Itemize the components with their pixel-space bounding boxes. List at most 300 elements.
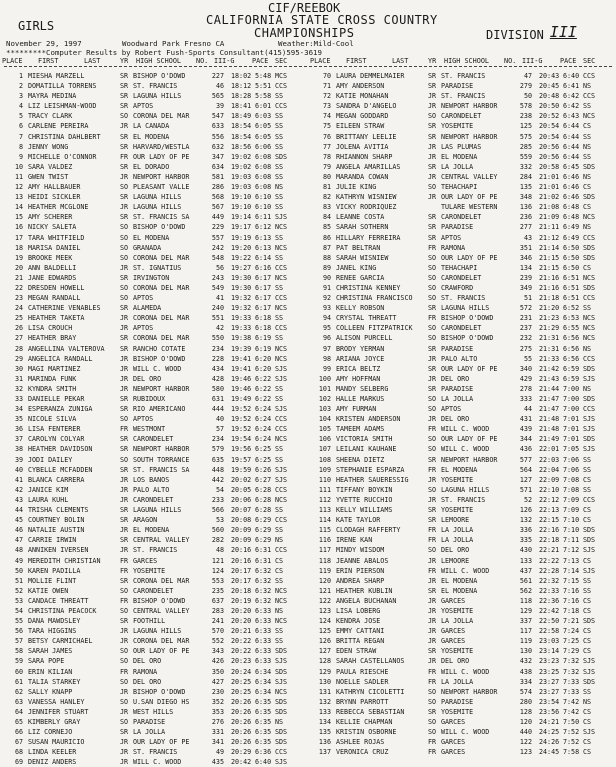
section-cell: SS	[275, 314, 284, 323]
athlete-name-cell: LIZ CORNEJO	[28, 728, 73, 737]
time-cell: 18:49	[231, 112, 252, 121]
athlete-name-cell: ARIANA JOYCE	[336, 354, 385, 363]
section-cell: SS	[275, 455, 284, 464]
pace-cell: 6:36	[255, 748, 272, 757]
year-cell: JR	[428, 637, 437, 646]
year-cell: FR	[428, 465, 437, 474]
athlete-name-cell: HEATHER SAUERESSIG	[336, 475, 409, 484]
athlete-name-cell: TRISHA CLEMENTS	[28, 506, 89, 515]
bib-number-cell: 332	[519, 162, 532, 171]
place-cell: 70	[322, 72, 331, 80]
bib-number-cell: 126	[519, 506, 532, 515]
section-cell: SJS	[583, 667, 596, 676]
pace-cell: 6:16	[255, 263, 272, 272]
year-cell: SR	[120, 405, 129, 414]
athlete-name-cell: PAULA RIESCHE	[336, 667, 389, 676]
school-cell: OUR LADY OF PE	[133, 152, 190, 161]
athlete-name-cell: CHRISTINA DAHLBERT	[28, 132, 101, 141]
section-cell: SS	[275, 576, 284, 585]
bib-number-cell: 579	[211, 445, 224, 454]
bib-number-cell: 286	[211, 183, 224, 192]
header-first: FIRST	[346, 57, 367, 65]
school-cell: DEL ORO	[133, 677, 162, 686]
place-cell: 87	[322, 243, 331, 252]
athlete-name-cell: SUSAN MAURICIO	[28, 738, 85, 747]
pace-cell: 6:50	[563, 243, 580, 252]
bib-number-cell: 552	[211, 637, 224, 646]
athlete-name-cell: REBECCA SEBASTIAN	[336, 707, 405, 716]
bib-number-cell: 282	[211, 536, 224, 545]
athlete-name-cell: LAURA KUHL	[28, 495, 69, 504]
section-cell: CCS	[275, 82, 288, 91]
athlete-name-cell: CYBELLE MCFADDEN	[28, 465, 93, 474]
bib-number-cell: 124	[211, 566, 224, 575]
year-cell: SR	[428, 586, 437, 595]
year-cell: SO	[428, 273, 437, 282]
pace-cell: 6:24	[255, 415, 272, 424]
pace-cell: 7:42	[563, 697, 580, 706]
place-cell: 4	[18, 102, 23, 111]
time-cell: 19:02	[231, 162, 252, 171]
section-cell: CS	[583, 707, 592, 716]
section-cell: SS	[275, 445, 284, 454]
pace-cell: 7:24	[563, 627, 580, 636]
header-high-school: HIGH SCHOOL	[136, 57, 182, 65]
bib-number-cell: 48	[215, 546, 224, 555]
bib-number-cell: 575	[519, 132, 532, 141]
athlete-name-cell: ANGELA AMARILLAS	[336, 162, 401, 171]
place-cell: 60	[14, 667, 23, 676]
time-cell: 19:46	[231, 374, 252, 383]
year-cell: SR	[120, 102, 129, 111]
year-cell: SR	[120, 344, 129, 353]
athlete-name-cell: ERIN PIERSON	[336, 566, 385, 575]
time-cell: 23:14	[539, 647, 560, 656]
athlete-name-cell: DANIELLE PEKAR	[28, 395, 85, 403]
bib-number-cell: 283	[211, 606, 224, 615]
organization-title: CIF/REEBOK	[268, 1, 341, 15]
bib-number-cell: 551	[211, 314, 224, 323]
year-cell: JR	[120, 354, 129, 363]
athlete-name-cell: HALLE MARKUS	[336, 395, 385, 403]
school-cell: LA JOLLA	[441, 526, 474, 535]
school-cell: ALAMEDA	[133, 304, 162, 313]
time-cell: 22:15	[539, 516, 560, 525]
pace-cell: 6:33	[255, 617, 272, 626]
place-cell: 102	[318, 395, 331, 403]
athlete-name-cell: BLANCA CARRERA	[28, 475, 85, 484]
pace-cell: 7:08	[563, 475, 580, 484]
bib-number-cell: 440	[519, 728, 532, 737]
time-cell: 19:49	[231, 395, 252, 403]
bib-number-cell: 442	[211, 475, 224, 484]
section-cell: CCS	[275, 516, 288, 525]
school-cell: GARCES	[441, 627, 466, 636]
year-cell: JR	[428, 556, 437, 565]
section-cell: SJS	[583, 445, 596, 454]
athlete-name-cell: SARA POPE	[28, 657, 65, 666]
bib-number-cell: 429	[519, 374, 532, 383]
time-cell: 21:14	[539, 243, 560, 252]
athlete-name-cell: CARLENE PEREIRA	[28, 122, 89, 131]
school-cell: CENTRAL VALLEY	[441, 172, 498, 181]
header-rule	[4, 66, 612, 67]
school-cell: LOS BANOS	[133, 475, 170, 484]
pace-cell: 6:33	[255, 657, 272, 666]
athlete-name-cell: HEATHER DAVIDSON	[28, 445, 93, 454]
pace-cell: 6:03	[255, 112, 272, 121]
header-last: LAST	[84, 57, 101, 65]
bib-number-cell: 449	[211, 213, 224, 222]
bib-number-cell: 125	[519, 122, 532, 131]
bib-number-cell: 240	[211, 304, 224, 313]
school-cell: DEL ORO	[441, 374, 470, 383]
time-cell: 20:24	[231, 667, 252, 676]
section-cell: SDS	[275, 707, 288, 716]
bib-number-cell: 127	[519, 475, 532, 484]
time-cell: 21:16	[539, 283, 560, 292]
time-cell: 20:26	[231, 728, 252, 737]
athlete-name-cell: VICKY RODRIQUEZ	[336, 203, 397, 212]
school-cell: LAGUNA HILLS	[441, 485, 490, 494]
time-cell: 22:33	[539, 586, 560, 595]
school-cell: EL MODENA	[133, 526, 170, 535]
athlete-name-cell: NICKY SALETA	[28, 223, 77, 232]
place-cell: 128	[318, 657, 331, 666]
pace-cell: 6:06	[255, 142, 272, 151]
section-cell: CS	[583, 263, 592, 272]
school-cell: DEL ORO	[133, 657, 162, 666]
pace-cell: 6:14	[255, 253, 272, 262]
year-cell: SR	[120, 334, 129, 343]
section-cell: SJS	[275, 475, 288, 484]
place-cell: 58	[14, 647, 23, 656]
place-cell: 63	[14, 697, 23, 706]
bib-number-cell: 336	[519, 526, 532, 535]
time-cell: 22:50	[539, 617, 560, 626]
section-cell: CS	[583, 748, 592, 757]
place-cell: 125	[318, 627, 331, 636]
time-cell: 19:17	[231, 223, 252, 232]
school-cell: OUR LADY OF PE	[441, 253, 498, 262]
year-cell: SR	[428, 384, 437, 393]
section-cell: CS	[583, 647, 592, 656]
school-cell: CARONDELET	[133, 435, 174, 444]
pace-cell: 6:22	[255, 374, 272, 383]
athlete-name-cell: SHEENA DIETZ	[336, 455, 385, 464]
year-cell: SO	[120, 455, 129, 464]
school-cell: EL MODENA	[441, 576, 478, 585]
time-cell: 22:58	[539, 627, 560, 636]
bib-number-cell: 350	[211, 667, 224, 676]
time-cell: 21:33	[539, 354, 560, 363]
bib-number-cell: 333	[519, 395, 532, 403]
time-cell: 23:23	[539, 657, 560, 666]
place-cell: 8	[18, 142, 23, 151]
school-cell: LA JOLLA	[441, 536, 474, 545]
section-cell: SJS	[275, 405, 288, 414]
pace-cell: 7:05	[563, 445, 580, 454]
pace-cell: 6:49	[563, 223, 580, 232]
pace-cell: 6:55	[563, 324, 580, 333]
school-cell: DEL ORO	[133, 374, 162, 383]
school-cell: BISHOP O'DOWD	[133, 687, 186, 696]
section-cell: SJS	[583, 566, 596, 575]
section-cell: SDS	[583, 395, 596, 403]
time-cell: 19:22	[231, 253, 252, 262]
results-credit: *********Computer Results by Robert Fush-Sports Consultant(415)595-3619	[6, 48, 322, 57]
pace-cell: 6:32	[255, 576, 272, 585]
place-cell: 88	[322, 253, 331, 262]
year-cell: SO	[428, 112, 437, 121]
section-cell: CS	[583, 506, 592, 515]
year-cell: JR	[428, 657, 437, 666]
time-cell: 20:06	[231, 495, 252, 504]
division-number: III	[549, 23, 577, 41]
year-cell: SR	[428, 455, 437, 464]
pace-cell: 7:13	[563, 556, 580, 565]
school-cell: PARADISE	[441, 82, 474, 91]
year-cell: SR	[120, 132, 129, 141]
bib-number-cell: 278	[519, 384, 532, 393]
time-cell: 23:27	[539, 687, 560, 696]
section-cell: SDS	[583, 283, 596, 292]
bib-number-cell: 565	[211, 92, 224, 101]
time-cell: 20:22	[231, 637, 252, 646]
year-cell: SO	[120, 586, 129, 595]
school-cell: EL DORADO	[133, 162, 170, 171]
bib-number-cell: 128	[519, 707, 532, 716]
bib-number-cell: 134	[519, 263, 532, 272]
place-cell: 104	[318, 415, 331, 424]
year-cell: SO	[120, 697, 129, 706]
bib-number-cell: 348	[519, 193, 532, 202]
school-cell: APTOS	[133, 294, 154, 303]
athlete-name-cell: HEATHER MCGLONE	[28, 203, 89, 212]
place-cell: 51	[14, 576, 23, 585]
bib-number-cell: 285	[519, 142, 532, 151]
athlete-name-cell: AMY ANDERSON	[336, 82, 385, 91]
year-cell: SO	[120, 718, 129, 726]
pace-cell: 6:56	[563, 344, 580, 353]
bib-number-cell: 238	[519, 112, 532, 121]
place-cell: 129	[318, 667, 331, 676]
bib-number-cell: 564	[519, 465, 532, 474]
school-cell: EL MODENA	[441, 465, 478, 474]
pace-cell: 6:20	[255, 364, 272, 373]
place-cell: 69	[14, 758, 23, 767]
year-cell: FR	[120, 566, 129, 575]
time-cell: 19:32	[231, 294, 252, 303]
time-cell: 19:32	[231, 304, 252, 313]
year-cell: FR	[120, 556, 129, 565]
bib-number-cell: 572	[519, 304, 532, 313]
school-cell: BISHOP O'DOWD	[133, 72, 186, 80]
year-cell: SR	[120, 142, 129, 151]
bib-number-cell: 444	[211, 405, 224, 414]
bib-number-cell: 351	[519, 243, 532, 252]
pace-cell: 6:32	[255, 566, 272, 575]
place-cell: 67	[14, 738, 23, 747]
school-cell: ST. FRANCIS	[441, 294, 486, 303]
place-cell: 48	[14, 546, 23, 555]
place-cell: 93	[322, 304, 331, 313]
time-cell: 22:32	[539, 576, 560, 585]
bib-number-cell: 344	[519, 435, 532, 444]
bib-number-cell: 236	[519, 213, 532, 222]
athlete-name-cell: SALLY KNAPP	[28, 687, 73, 696]
time-cell: 21:31	[539, 344, 560, 353]
pace-cell: 6:42	[563, 92, 580, 101]
year-cell: SO	[428, 405, 437, 414]
pace-cell: 6:44	[563, 152, 580, 161]
athlete-name-cell: ERICA BELTZ	[336, 364, 381, 373]
year-cell: SO	[120, 657, 129, 666]
place-cell: 115	[318, 526, 331, 535]
school-cell: EL MODENA	[441, 586, 478, 595]
header-place: PLACE	[310, 57, 331, 65]
pace-cell: 6:48	[563, 213, 580, 222]
pace-cell: 5:58	[255, 92, 272, 101]
pace-cell: 6:34	[255, 677, 272, 686]
school-cell: CENTRAL VALLEY	[133, 606, 190, 615]
pace-cell: 6:35	[255, 718, 272, 726]
bib-number-cell: 559	[519, 152, 532, 161]
pace-cell: 7:32	[563, 667, 580, 676]
school-cell: YOSEMITE	[133, 566, 166, 575]
year-cell: SR	[428, 132, 437, 141]
school-cell: ST. FRANCIS	[441, 495, 486, 504]
athlete-name-cell: JENNIFER STUART	[28, 707, 89, 716]
athlete-name-cell: KELLY WILLIAMS	[336, 506, 393, 515]
section-cell: SDS	[583, 526, 596, 535]
bib-number-cell: 233	[211, 495, 224, 504]
time-cell: 20:58	[539, 162, 560, 171]
athlete-name-cell: KATIE OWEN	[28, 586, 69, 595]
section-cell: CS	[583, 183, 592, 192]
school-cell: NEWPORT HARBOR	[133, 172, 190, 181]
bib-number-cell: 234	[211, 344, 224, 353]
athlete-name-cell: BRITTA REGAN	[336, 637, 385, 646]
athlete-name-cell: TALIA STARKEY	[28, 677, 81, 686]
year-cell: SR	[120, 435, 129, 444]
time-cell: 21:44	[539, 384, 560, 393]
school-cell: LA JOLLA	[133, 728, 166, 737]
time-cell: 20:25	[231, 677, 252, 686]
section-cell: SDS	[583, 435, 596, 444]
header-high-school: HIGH SCHOOL	[444, 57, 490, 65]
athlete-name-cell: LAURA DEMMELMAIER	[336, 72, 405, 80]
pace-cell: 6:29	[255, 516, 272, 525]
pace-cell: 7:32	[563, 657, 580, 666]
pace-cell: 6:28	[255, 495, 272, 504]
section-cell: CS	[583, 122, 592, 131]
place-cell: 97	[322, 344, 331, 353]
year-cell: JR	[428, 627, 437, 636]
athlete-name-cell: EMMY CATTANI	[336, 627, 385, 636]
bib-number-cell: 46	[215, 82, 224, 91]
year-cell: SO	[120, 677, 129, 686]
header-sec: SEC	[583, 57, 596, 65]
header-place: PLACE	[2, 57, 23, 65]
bib-number-cell: 243	[211, 273, 224, 282]
year-cell: FR	[120, 596, 129, 605]
bib-number-cell: 547	[211, 112, 224, 121]
section-cell: CCS	[583, 495, 596, 504]
section-cell: NCS	[275, 344, 288, 353]
place-cell: 79	[322, 162, 331, 171]
place-cell: 62	[14, 687, 23, 696]
school-cell: PARADISE	[441, 344, 474, 353]
section-cell: CCS	[583, 72, 596, 80]
year-cell: JR	[428, 152, 437, 161]
place-cell: 84	[322, 213, 331, 222]
school-cell: PARADISE	[133, 718, 166, 726]
athlete-name-cell: KELLIE CHAPMAN	[336, 718, 393, 726]
school-cell: GRANADA	[133, 243, 162, 252]
place-cell: 42	[14, 485, 23, 494]
school-cell: ARAGON	[133, 516, 158, 525]
place-cell: 31	[14, 374, 23, 383]
time-cell: 21:12	[539, 233, 560, 242]
section-cell: NCS	[275, 596, 288, 605]
pace-cell: 6:29	[255, 536, 272, 545]
section-cell: SJS	[583, 546, 596, 555]
time-cell: 19:41	[231, 354, 252, 363]
pace-cell: 6:32	[255, 586, 272, 595]
school-cell: CENTRAL VALLEY	[133, 536, 190, 545]
bib-number-cell: 635	[211, 455, 224, 464]
athlete-name-cell: AMY HOFFMAN	[336, 374, 381, 383]
school-cell: OUR LADY OF PE	[441, 435, 498, 444]
place-cell: 132	[318, 697, 331, 706]
athlete-name-cell: SARA VALDEZ	[28, 162, 73, 171]
bib-number-cell: 562	[519, 586, 532, 595]
time-cell: 21:31	[539, 334, 560, 343]
section-cell: SS	[583, 304, 592, 313]
section-cell: SJS	[275, 758, 288, 767]
bib-number-cell: 129	[519, 606, 532, 615]
time-cell: 20:05	[231, 485, 252, 494]
section-cell: NCS	[275, 435, 288, 444]
pace-cell: 7:16	[563, 586, 580, 595]
year-cell: JR	[428, 596, 437, 605]
pace-cell: 6:19	[255, 334, 272, 343]
bib-number-cell: 136	[519, 203, 532, 212]
pace-cell: 6:12	[255, 223, 272, 232]
bib-number-cell: 331	[211, 728, 224, 737]
time-cell: 20:42	[231, 758, 252, 767]
time-cell: 20:52	[539, 112, 560, 121]
athlete-name-cell: MEGAN RANDALL	[28, 294, 81, 303]
athlete-name-cell: GWEN TWIST	[28, 172, 69, 181]
athlete-name-cell: RHIANNON SHARP	[336, 152, 393, 161]
pace-cell: 6:18	[255, 314, 272, 323]
school-cell: PALO ALTO	[133, 485, 170, 494]
athlete-name-cell: MOLLIE FLINT	[28, 576, 77, 585]
place-cell: 89	[322, 263, 331, 272]
bib-number-cell: 122	[519, 738, 532, 747]
bib-number-cell: 349	[519, 283, 532, 292]
school-cell: WILL C. WOOD	[441, 566, 490, 575]
school-cell: FOOTHILL	[133, 617, 166, 626]
year-cell: JR	[120, 546, 129, 555]
time-cell: 23:27	[539, 677, 560, 686]
section-cell: SDS	[275, 697, 288, 706]
section-cell: CS	[583, 637, 592, 646]
year-cell: JR	[428, 172, 437, 181]
year-cell: SR	[120, 728, 129, 737]
